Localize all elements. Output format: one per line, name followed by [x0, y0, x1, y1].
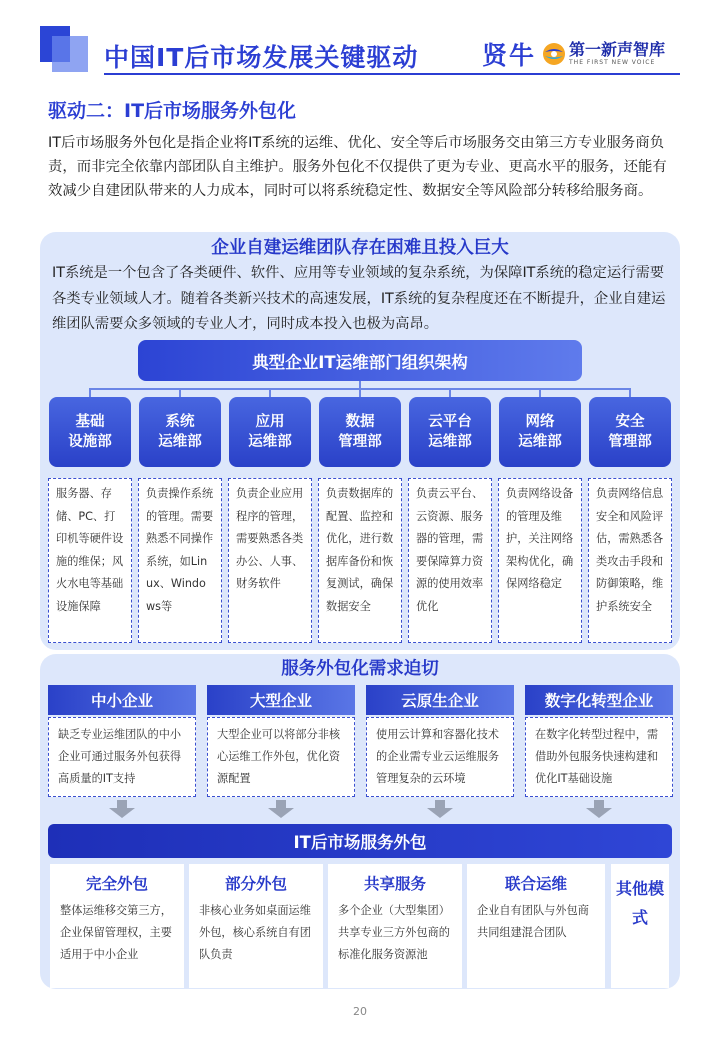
dept-system-ops: [139, 397, 221, 467]
enterprise-description: 在数字化转型过程中，需借助外包服务快速构建和优化IT基础设施: [525, 717, 673, 797]
down-arrow-icon: [427, 800, 453, 818]
dept-name-line1: 网络: [525, 414, 555, 430]
enterprise-cloud-native-header: 云原生企业: [366, 685, 514, 715]
enterprise-large-header: 大型企业: [207, 685, 355, 715]
dept-description: 负责企业应用程序的管理，需要熟悉各类办公、人事、财务软件: [228, 478, 312, 643]
down-arrow-icon: [268, 800, 294, 818]
brand-logo-group: [482, 38, 665, 70]
intro-paragraph: IT后市场服务外包化是指企业将IT系统的运维、优化、安全等后市场服务交由第三方专业服务商负责，而非完全依靠内部团队自主维护。服务外包化不仅提供了更为专业、更高水平的服务，还能有效减少自建团队带来的人力成本，同时可以将系统稳定性、数据安全等风险部分转移给服务商。: [48, 135, 667, 199]
mode-title: 联合运维: [504, 875, 567, 893]
section-title: 驱动二：IT后市场服务外包化: [48, 100, 297, 122]
dept-name-line2: 设施部: [68, 434, 112, 450]
dept-name-line1: 系统: [165, 414, 195, 430]
page-number: 20: [353, 1005, 367, 1018]
org-connector-drop: [539, 388, 541, 397]
enterprise-digital-header: 数字化转型企业: [525, 685, 673, 715]
enterprise-description: 使用云计算和容器化技术的企业需专业云运维服务管理复杂的云环境: [366, 717, 514, 797]
mode-full-outsourcing: [50, 864, 184, 988]
dept-data-management: [319, 397, 401, 467]
panel2-title: 服务外包化需求迫切: [281, 659, 439, 679]
brand-subtitle: THE FIRST NEW VOICE: [569, 59, 656, 66]
dept-name-line2: 管理部: [338, 434, 382, 450]
dept-network-ops: [499, 397, 581, 467]
mode-description: 多个企业（大型集团）共享专业三方外包商的标准化服务资源池: [338, 904, 450, 961]
dept-name-line2: 运维部: [518, 434, 562, 450]
enterprise-sme-header: 中小企业: [48, 685, 196, 715]
org-connector-vertical: [359, 381, 361, 388]
dept-name-line1: 安全: [615, 414, 645, 430]
dept-description: 负责数据库的配置、监控和优化，进行数据库备份和恢复测试，确保数据安全: [318, 478, 402, 643]
mode-other: 其他模式: [611, 864, 669, 988]
mode-description: 非核心业务如桌面运维外包，核心系统自有团队负责: [199, 904, 311, 961]
brand-xianniu: 贤牛: [482, 41, 537, 70]
header-decoration-square-light: [52, 36, 88, 72]
org-connector-drop: [449, 388, 451, 397]
dept-application-ops: [229, 397, 311, 467]
dept-description: 负责云平台、云资源、服务器的管理，需要保障算力资源的使用效率优化: [408, 478, 492, 643]
mode-title: 完全外包: [85, 875, 148, 893]
org-connector-drop: [629, 388, 631, 397]
org-connector-drop: [269, 388, 271, 397]
dept-description: 服务器、存储、PC、打印机等硬件设施的维保；风火水电等基础设施保障: [48, 478, 132, 643]
dept-name-line1: 应用: [255, 414, 285, 430]
dept-name-line1: 云平台: [428, 414, 472, 430]
brand-text: [569, 41, 665, 67]
dept-name-line2: 运维部: [158, 434, 202, 450]
org-connector-drop: [89, 388, 91, 397]
mode-description: 整体运维移交第三方，企业保留管理权，主要适用于中小企业: [60, 904, 172, 961]
enterprise-description: 缺乏专业运维团队的中小企业可通过服务外包获得高质量的IT支持: [48, 717, 196, 797]
mode-partial-outsourcing: [189, 864, 323, 988]
mode-joint-operation: [467, 864, 605, 988]
brand-globe-icon: [542, 42, 566, 66]
enterprise-description: 大型企业可以将部分非核心运维工作外包，优化资源配置: [207, 717, 355, 797]
page-title: 中国IT后市场发展关键驱动: [104, 43, 419, 72]
brand-name: 第一新声智库: [569, 40, 666, 59]
dept-name-line2: 运维部: [428, 434, 472, 450]
dept-description: 负责网络信息安全和风险评估，需熟悉各类攻击手段和防御策略，维护系统安全: [588, 478, 672, 643]
dept-security: [589, 397, 671, 467]
mode-description: 企业自有团队与外包商共同组建混合团队: [477, 904, 589, 939]
org-connector-drop: [179, 388, 181, 397]
dept-name-line1: 基础: [75, 414, 105, 430]
down-arrow-icon: [109, 800, 135, 818]
dept-name-line2: 管理部: [608, 434, 652, 450]
org-connector-drop: [359, 388, 361, 397]
panel1-paragraph: IT系统是一个包含了各类硬件、软件、应用等专业领域的复杂系统，为保障IT系统的稳定运行需要各类专业领域人才。随着各类新兴技术的高速发展，IT系统的复杂程度还在不断提升，企业自建运维团队需要众多领域的专业人才，同时成本投入也极为高昂。: [52, 265, 666, 332]
it-service-outsourcing-bar: IT后市场服务外包: [48, 824, 672, 858]
dept-name-line1: 数据: [345, 414, 375, 430]
org-chart-title-bar: 典型企业IT运维部门组织架构: [138, 340, 582, 381]
dept-description: 负责网络设备的管理及维护，关注网络架构优化，确保网络稳定: [498, 478, 582, 643]
panel1-title: 企业自建运维团队存在困难且投入巨大: [211, 238, 509, 258]
dept-name-line2: 运维部: [248, 434, 292, 450]
mode-title: 部分外包: [224, 875, 287, 893]
down-arrow-icon: [586, 800, 612, 818]
dept-description: 负责操作系统的管理。需要熟悉不同操作系统，如Linux、Windows等: [138, 478, 222, 643]
mode-title: 共享服务: [363, 875, 426, 893]
dept-cloud-ops: [409, 397, 491, 467]
dept-infrastructure: [49, 397, 131, 467]
header-underline: [104, 73, 680, 75]
mode-shared-service: [328, 864, 462, 988]
